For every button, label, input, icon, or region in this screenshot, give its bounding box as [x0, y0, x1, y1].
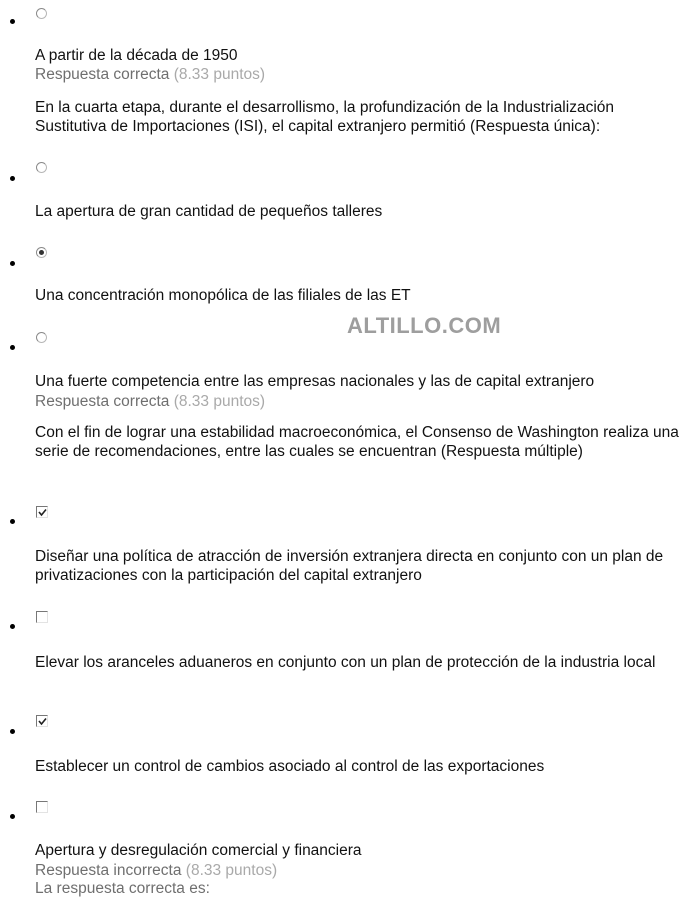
list-bullet	[10, 345, 15, 350]
list-bullet	[10, 814, 15, 819]
checkbox-checked[interactable]	[36, 506, 48, 518]
checkmark-icon	[38, 508, 47, 517]
option-text: Apertura y desregulación comercial y financiera	[35, 842, 362, 859]
result-line	[35, 862, 277, 880]
list-bullet	[10, 624, 15, 629]
result-points: (8.33 puntos)	[173, 393, 266, 410]
option-text: Elevar los aranceles aduaneros en conjunto con un plan de protección de la industria local	[35, 654, 656, 671]
option-text: Una fuerte competencia entre las empresas nacionales y las de capital extranjero	[35, 373, 595, 390]
radio-dot	[39, 250, 44, 255]
radio-button-unselected[interactable]	[36, 162, 47, 173]
result-points: (8.33 puntos)	[185, 862, 278, 879]
question-text: Con el fin de lograr una estabilidad macroeconómica, el Consenso de Washington realiza una serie de recomendaciones, entre las cuales se encuentran (Respuesta múltiple)	[35, 424, 679, 460]
result-line	[35, 66, 265, 84]
result-status: Respuesta correcta	[35, 66, 170, 83]
watermark: ALTILLO.COM	[347, 313, 502, 338]
radio-button-selected[interactable]	[36, 247, 47, 258]
radio-button-unselected[interactable]	[36, 332, 47, 343]
checkbox-unchecked[interactable]	[36, 801, 48, 813]
radio-button-unselected[interactable]	[36, 8, 47, 19]
list-bullet	[10, 176, 15, 181]
correct-answer-label: La respuesta correcta es:	[35, 880, 210, 897]
result-status: Respuesta incorrecta	[35, 862, 182, 879]
option-text: La apertura de gran cantidad de pequeños talleres	[35, 203, 383, 220]
checkmark-icon	[38, 717, 47, 726]
checkbox-unchecked[interactable]	[36, 611, 48, 623]
list-bullet	[10, 19, 15, 24]
list-bullet	[10, 261, 15, 266]
list-bullet	[10, 519, 15, 524]
option-text: Una concentración monopólica de las filiales de las ET	[35, 287, 411, 304]
option-text: Diseñar una política de atracción de inversión extranjera directa en conjunto con un plan de privatizaciones con la participación del capital extranjero	[35, 548, 664, 584]
result-status: Respuesta correcta	[35, 393, 170, 410]
result-line	[35, 393, 265, 411]
question-text: En la cuarta etapa, durante el desarrollismo, la profundización de la Industrialización Sustitutiva de Importaciones (ISI), el capital extranjero permitió (Respuesta única):	[35, 99, 615, 135]
checkbox-checked[interactable]	[36, 715, 48, 727]
option-text: Establecer un control de cambios asociado al control de las exportaciones	[35, 758, 545, 775]
list-bullet	[10, 729, 15, 734]
result-points: (8.33 puntos)	[173, 66, 266, 83]
option-text: A partir de la década de 1950	[35, 47, 238, 64]
